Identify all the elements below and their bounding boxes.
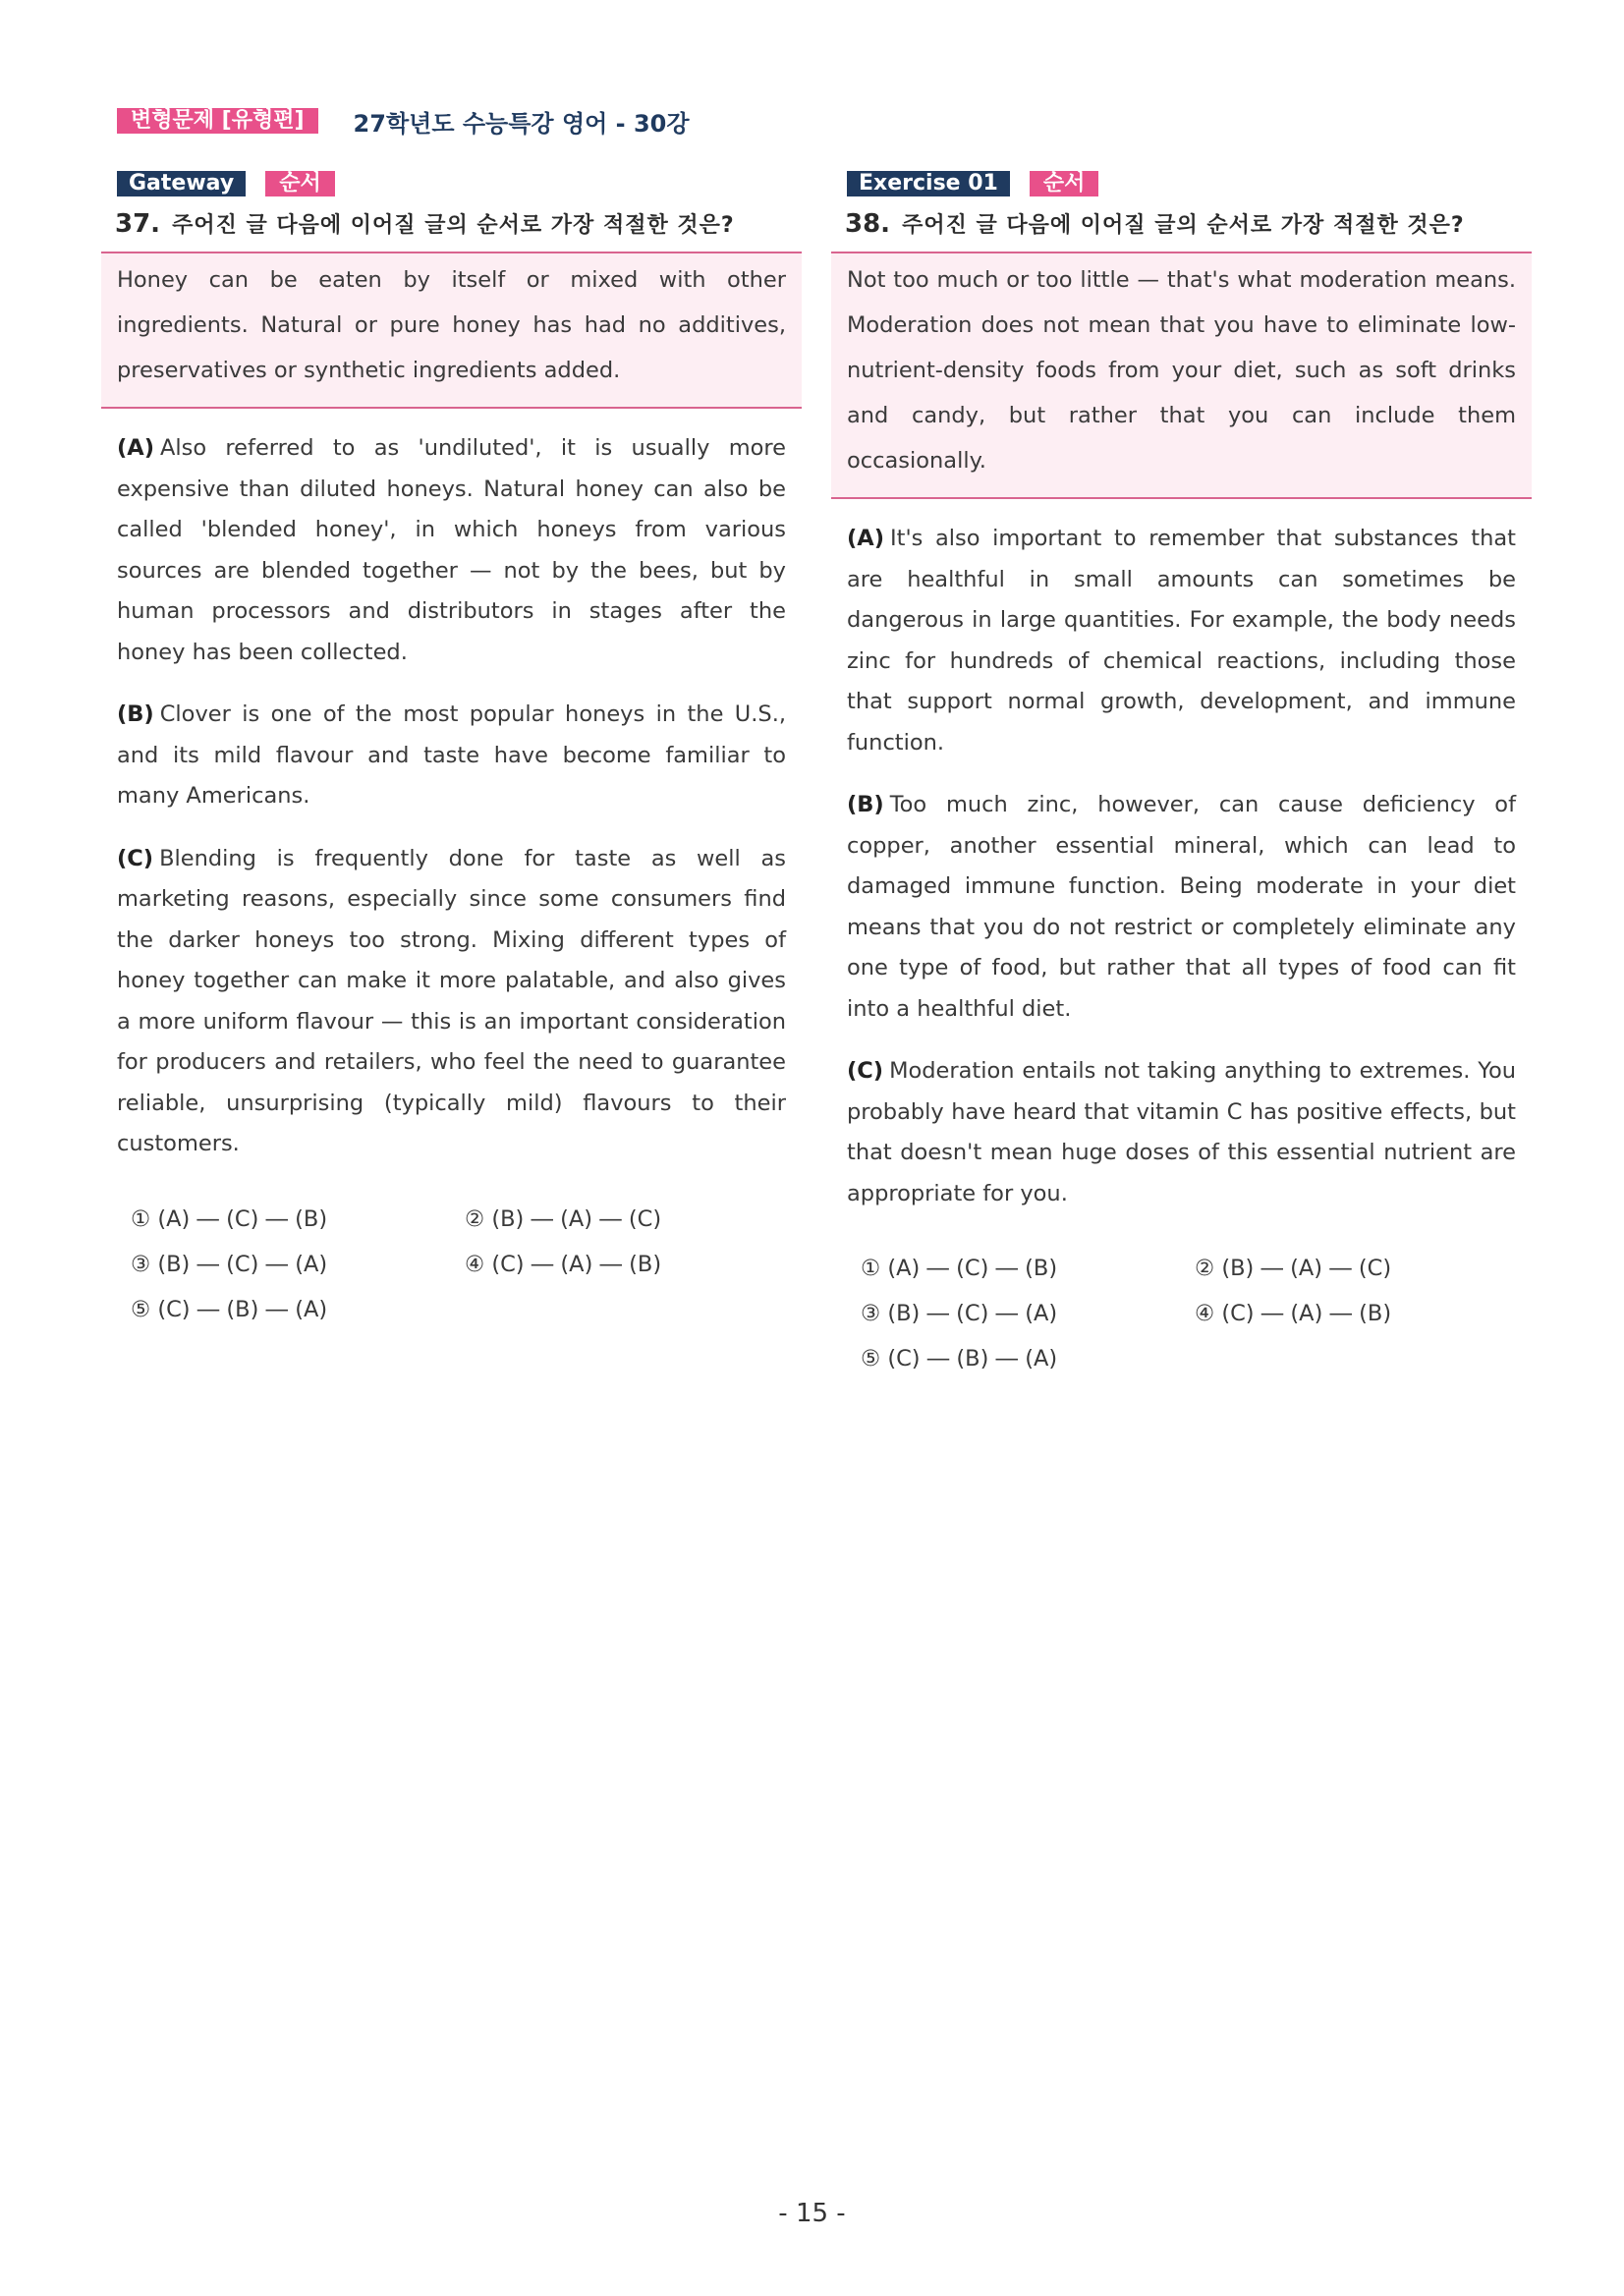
paragraph-label: (C): [117, 845, 154, 871]
answer-choices: [131, 1197, 802, 1332]
header-tag: 변형문제 [유형편]: [117, 108, 318, 134]
paragraph-text: Blending is frequently done for taste as well as marketing reasons, especially since some consumers find the darker honeys too strong. Mixing different types of honey together can make it more palatable, and also gives a more uniform flavour — this is an important consideration for producers and retailers, who feel the need to guarantee reliable, unsurprising (typically mild) flavours to their customers.: [117, 845, 786, 1156]
page-number: - 15 -: [778, 2199, 846, 2228]
paragraph-label: (A): [847, 526, 884, 551]
question-text: 주어진 글 다음에 이어질 글의 순서로 가장 적절한 것은?: [902, 213, 1465, 238]
paragraph-text: Also referred to as 'undiluted', it is usually more expensive than diluted honeys. Natural honey can also be called 'blended honey', in which honeys from various sources are blended together — not by the bees, but by human processors and distributors in stages after the honey has been collected.: [117, 435, 786, 665]
section-tag: Exercise 01: [847, 171, 1010, 196]
choice-1[interactable]: ① (A) ― (C) ― (B): [131, 1205, 328, 1232]
intro-box: [831, 252, 1532, 499]
question-number: 37.: [115, 209, 161, 239]
paragraph-a: [847, 519, 1516, 763]
intro-box: [101, 252, 802, 409]
choice-3[interactable]: ③ (B) ― (C) ― (A): [861, 1301, 1058, 1326]
choice-5[interactable]: ⑤ (C) ― (B) ― (A): [131, 1296, 328, 1322]
paragraph-a: [117, 428, 786, 673]
question-prompt: [845, 208, 1532, 242]
question-37: [101, 171, 802, 1332]
question-tags: [847, 171, 1532, 196]
question-prompt: [115, 208, 802, 242]
paragraph-c: [847, 1051, 1516, 1214]
question-tags: [117, 171, 802, 196]
paragraph-label: (B): [117, 701, 154, 727]
type-tag: 순서: [1030, 171, 1099, 196]
paragraph-text: It's also important to remember that substances that are healthful in small amounts can sometimes be dangerous in large quantities. For example, the body needs zinc for hundreds of chemical reactions, including those that support normal growth, development, and immune function.: [847, 526, 1516, 756]
question-38: [831, 171, 1532, 1381]
paragraph-label: (C): [847, 1058, 884, 1084]
intro-text: Not too much or too little — that's what moderation means. Moderation does not mean that you have to eliminate low-nutrient-density foods from your diet, such as soft drinks and candy, but rather that you can include them occasionally.: [847, 267, 1516, 474]
paragraph-text: Clover is one of the most popular honeys in the U.S., and its mild flavour and taste have become familiar to many Americans.: [117, 701, 786, 809]
choice-5[interactable]: ⑤ (C) ― (B) ― (A): [861, 1346, 1058, 1372]
choice-3[interactable]: ③ (B) ― (C) ― (A): [131, 1251, 328, 1277]
paragraph-text: Too much zinc, however, can cause deficiency of copper, another essential mineral, which can lead to damaged immune function. Being moderate in your diet means that you do not restrict or completely eliminate any one type of food, but rather that all types of food can fit into a healthful diet.: [847, 792, 1516, 1022]
type-tag: 순서: [265, 171, 335, 196]
question-text: 주어진 글 다음에 이어질 글의 순서로 가장 적절한 것은?: [172, 213, 735, 238]
intro-text: Honey can be eaten by itself or mixed with other ingredients. Natural or pure honey has had no additives, preservatives or synthetic ingredients added.: [117, 267, 786, 383]
paragraph-b: [847, 785, 1516, 1030]
answer-choices: [861, 1246, 1532, 1381]
choice-1[interactable]: ① (A) ― (C) ― (B): [861, 1256, 1058, 1281]
question-number: 38.: [845, 209, 891, 239]
page-header: [117, 106, 690, 136]
choice-4[interactable]: ④ (C) ― (A) ― (B): [465, 1251, 662, 1277]
paragraph-text: Moderation entails not taking anything to extremes. You probably have heard that vitamin C has positive effects, but that doesn't mean huge doses of this essential nutrient are appropriate for you.: [847, 1058, 1516, 1206]
paragraph-label: (B): [847, 792, 884, 817]
choice-4[interactable]: ④ (C) ― (A) ― (B): [1195, 1301, 1392, 1326]
paragraph-c: [117, 839, 786, 1165]
header-title: 27학년도 수능특강 영어 - 30강: [353, 109, 690, 138]
section-tag: Gateway: [117, 171, 246, 196]
paragraph-b: [117, 695, 786, 817]
choice-2[interactable]: ② (B) ― (A) ― (C): [465, 1205, 662, 1232]
paragraph-label: (A): [117, 435, 154, 461]
choice-2[interactable]: ② (B) ― (A) ― (C): [1195, 1256, 1392, 1281]
